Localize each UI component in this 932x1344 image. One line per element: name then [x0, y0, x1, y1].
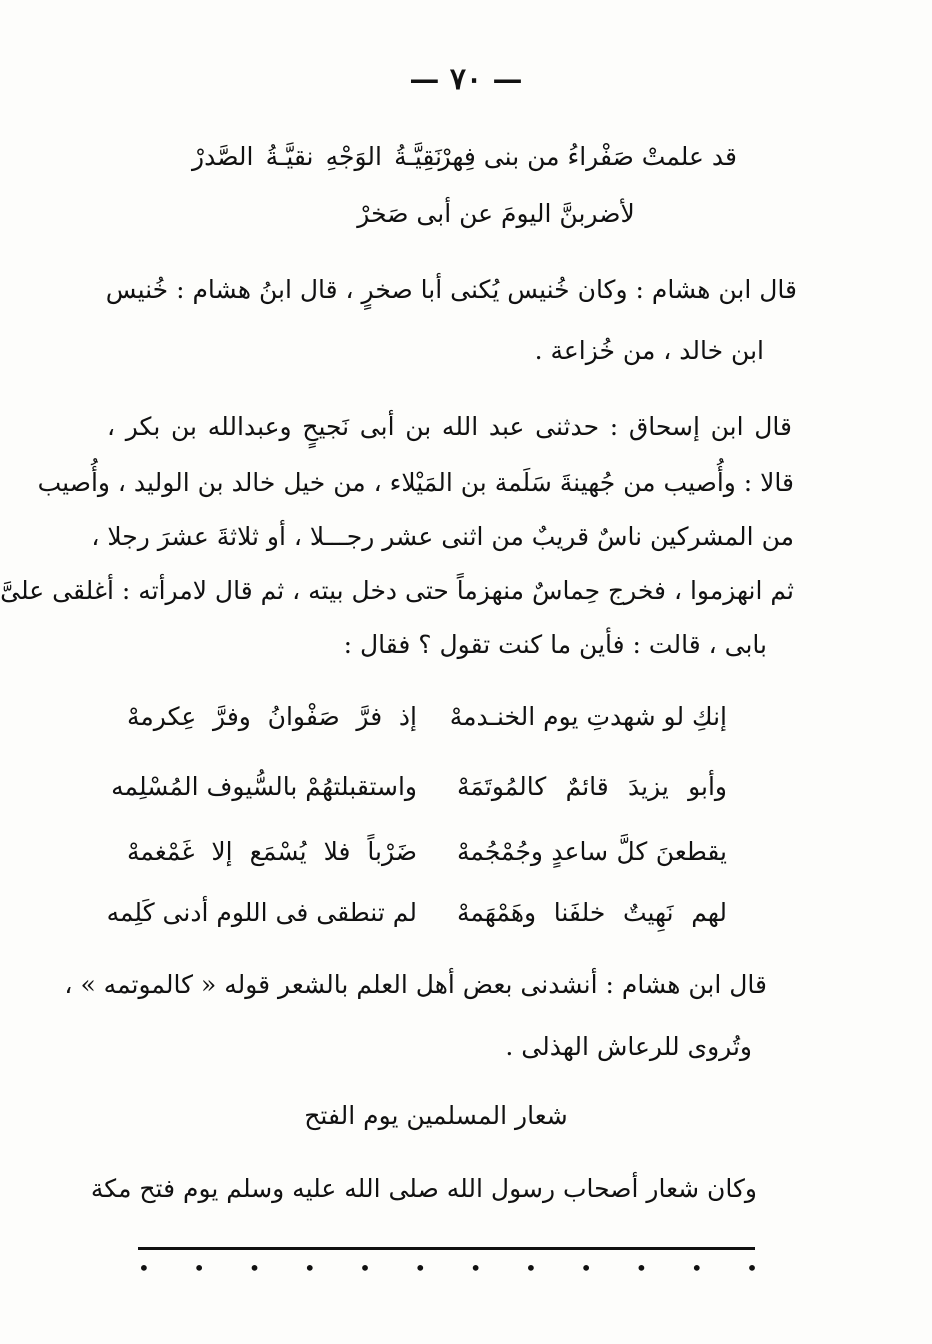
section-heading: شعار المسلمين يوم الفتح: [304, 1101, 568, 1130]
footer-dot: •: [469, 1256, 482, 1280]
section-text-line: وكان شعار أصحاب رسول الله صلى الله عليه وسلم يوم فتح مكة: [90, 1174, 757, 1203]
poem-hemistich-first: وأبو يزيدَ قائمٌ كالمُوتَمَهْ: [457, 772, 727, 801]
footer-dot: •: [359, 1256, 371, 1280]
poem-verse: [127, 832, 727, 872]
narrative-line-3: من المشركين ناسٌ قريبٌ من اثنى عشر رجـــلا ، أو ثلاثةَ عشرَ رجلا ،: [91, 522, 794, 551]
poem-hemistich-second: واستقبلتهُمْ بالسُّيوف المُسْلِمه: [111, 772, 417, 801]
footer-dot: •: [635, 1256, 648, 1280]
footer-dot: •: [414, 1256, 427, 1280]
poem-verse: [111, 767, 727, 807]
footer-dot: •: [248, 1256, 261, 1280]
opening-verse-line: [192, 137, 737, 177]
poem-hemistich-second: ضَرْباً فلا يُسْمَع إلا غَمْغمهْ: [127, 837, 417, 866]
poem-hemistich-first: لهم نَهِيتٌ خلفَنا وهَمْهَمهْ: [457, 898, 727, 927]
opening-verse-third-line: لأضربنَّ اليومَ عن أبى صَخرْ: [357, 199, 635, 228]
footer-dot: •: [690, 1256, 703, 1280]
verse-hemistich-first: قد علمتْ صَفْراءُ من بنى فِهرْ: [438, 142, 737, 171]
footer-rule: [138, 1247, 755, 1250]
narrative-line-4: ثم انهزموا ، فخرج حِماسٌ منهزماً حتى دخل بيته ، ثم قال لامرأته : أغلقى علىَّ: [0, 576, 794, 605]
narrative-line-1: قال ابن إسحاق : حدثنى عبد الله بن أبى نَجيحٍ وعبدالله بن بكر ،: [107, 412, 792, 441]
poem-hemistich-first: يقطعنَ كلَّ ساعدٍ وجُمْجُمهْ: [457, 837, 727, 866]
narrative-line-2: قالا : وأُصيب من جُهينةَ سَلَمة بن المَيْلاء ، من خيل خالد بن الوليد ، وأُصيب: [37, 468, 794, 497]
footer-dot: •: [138, 1256, 150, 1280]
footer-dot: •: [524, 1256, 537, 1280]
note-ibn-hisham-line-2: ابن خالد ، من خُزاعة .: [534, 336, 764, 365]
verse-hemistich-second: نَقِيَّـةُ الوَجْهِ نقيَّـةُ الصَّدرْ: [192, 142, 442, 171]
note-ibn-hisham-2-line-2: وتُروى للرعاش الهذلى .: [505, 1032, 752, 1061]
poem-hemistich-second: لم تنطقى فى اللوم أدنى كَلِمه: [106, 898, 417, 927]
poem-verse: [127, 697, 727, 737]
page-number: — ٧٠ —: [409, 62, 523, 97]
note-ibn-hisham-line-1: قال ابن هشام : وكان خُنيس يُكنى أبا صخرٍ ، قال ابنُ هشام : خُنيس: [105, 275, 797, 304]
note-ibn-hisham-2-line-1: قال ابن هشام : أنشدنى بعض أهل العلم بالشعر قوله « كالموتمه » ،: [64, 970, 767, 999]
footer-dot: •: [193, 1256, 206, 1280]
narrative-line-5: بابى ، قالت : فأين ما كنت تقول ؟ فقال :: [343, 630, 767, 659]
footer-dot: •: [580, 1256, 593, 1280]
footer-dot: •: [303, 1256, 316, 1280]
footer-dot: •: [746, 1256, 758, 1280]
footer-dots: [138, 1258, 758, 1278]
poem-hemistich-first: إنكِ لو شهدتِ يوم الخنـدمهْ: [449, 702, 727, 731]
poem-hemistich-second: إذ فرَّ صَفْوانُ وفرَّ عِكرمهْ: [127, 702, 417, 731]
poem-verse: [106, 893, 727, 933]
